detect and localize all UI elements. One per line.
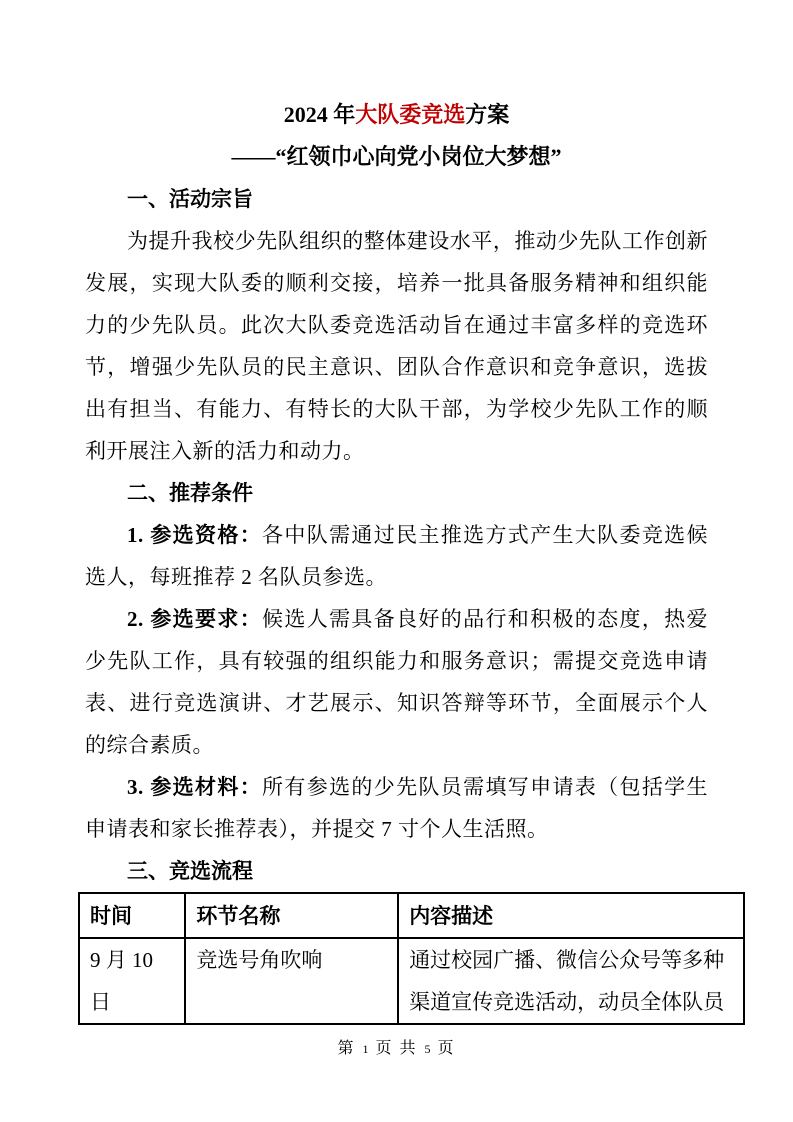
recruit-item-2 bbox=[85, 598, 708, 766]
table-header-time: 时间 bbox=[79, 893, 185, 938]
table-header-row bbox=[79, 893, 744, 938]
footer-label-gong: 共 bbox=[399, 1040, 418, 1057]
recruit-item-3-label: 3. 参选材料： bbox=[127, 775, 263, 799]
footer-label-di: 第 bbox=[337, 1040, 356, 1057]
footer-label-ye1: 页 bbox=[375, 1040, 394, 1057]
table-row bbox=[79, 938, 744, 1024]
recruit-item-3 bbox=[85, 766, 708, 850]
recruit-item-1-text: 各中队需通过民主推选方式产生大队委竞选候选人，每班推荐 2 名队员参选。 bbox=[85, 523, 709, 589]
recruit-item-1 bbox=[85, 514, 708, 598]
page-footer bbox=[85, 1037, 708, 1061]
footer-label-ye2: 页 bbox=[437, 1040, 456, 1057]
section1-paragraph: 为提升我校少先队组织的整体建设水平，推动少先队工作创新发展，实现大队委的顺利交接，培养一批具备服务精神和组织能力的少先队员。此次大队委竞选活动旨在通过丰富多样的竞选环节，增强少先队员的民主意识、团队合作意识和竞争意识，选拔出有担当、有能力、有特长的大队干部，为学校少先队工作的顺利开展注入新的活力和动力。 bbox=[85, 229, 708, 463]
table-cell-time: 9 月 10 日 bbox=[79, 938, 185, 1024]
title-highlight: 大队委竞选 bbox=[355, 102, 466, 127]
table-cell-stage: 竞选号角吹响 bbox=[185, 938, 398, 1024]
table-header-desc: 内容描述 bbox=[398, 893, 744, 938]
recruit-item-1-label: 1. 参选资格： bbox=[127, 523, 263, 547]
title-prefix: 2024 年 bbox=[283, 102, 356, 127]
recruit-item-2-label: 2. 参选要求： bbox=[127, 607, 263, 631]
section-heading-1: 一、活动宗旨 bbox=[127, 187, 253, 211]
recruit-item-3-text: 所有参选的少先队员需填写申请表（包括学生申请表和家长推荐表），并提交 7 寸个人生活照。 bbox=[85, 775, 709, 841]
election-process-table bbox=[78, 892, 745, 1025]
document-subtitle: ——“红领巾心向党小岗位大梦想” bbox=[231, 144, 562, 169]
document-title bbox=[85, 94, 708, 136]
recruit-item-2-text: 候选人需具备良好的品行和积极的态度，热爱少先队工作，具有较强的组织能力和服务意识；需提交竞选申请表、进行竞选演讲、才艺展示、知识答辩等环节，全面展示个人的综合素质。 bbox=[85, 607, 709, 757]
section-heading-2: 二、推荐条件 bbox=[127, 481, 253, 505]
table-header-stage: 环节名称 bbox=[185, 893, 398, 938]
footer-total-pages: 5 bbox=[424, 1042, 431, 1056]
title-suffix: 方案 bbox=[465, 102, 510, 127]
section-heading-3: 三、竞选流程 bbox=[127, 859, 253, 883]
footer-page-number: 1 bbox=[362, 1042, 369, 1056]
table-cell-desc: 通过校园广播、微信公众号等多种渠道宣传竞选活动，动员全体队员 bbox=[398, 938, 744, 1024]
